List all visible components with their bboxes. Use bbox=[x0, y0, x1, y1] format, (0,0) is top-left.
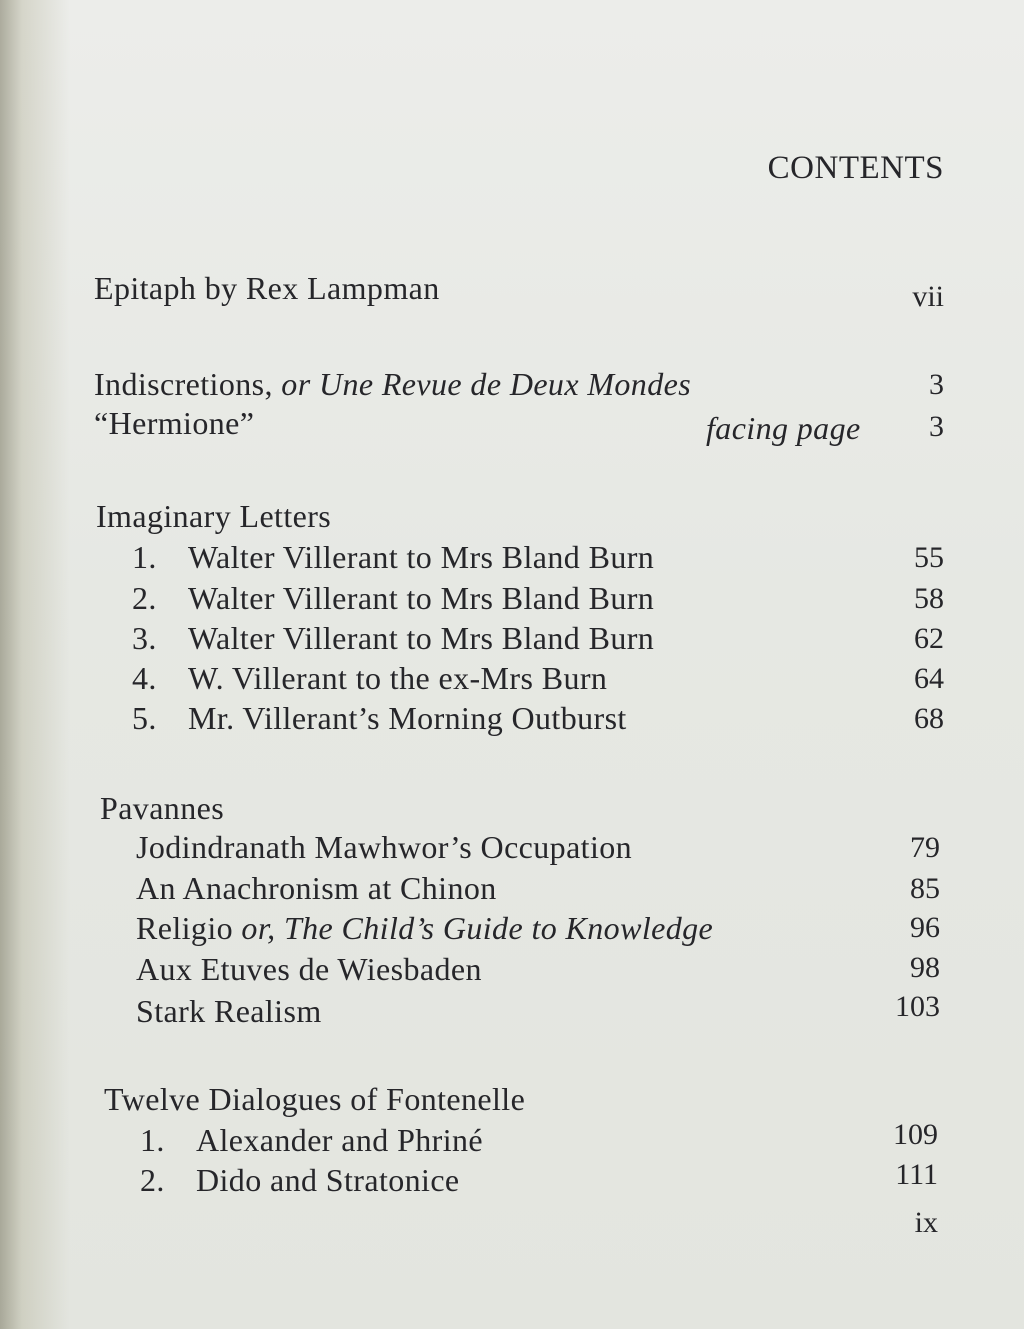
toc-entry: Stark Realism bbox=[136, 993, 322, 1029]
toc-entry: 3. Walter Villerant to Mrs Bland Burn bbox=[132, 620, 655, 656]
toc-page-epitaph: vii bbox=[912, 280, 944, 313]
toc-page: 79 bbox=[910, 831, 940, 864]
toc-page: 62 bbox=[914, 622, 944, 655]
title-plain: Indiscretions, bbox=[94, 366, 282, 402]
toc-entry: 5. Mr. Villerant’s Morning Outburst bbox=[132, 700, 627, 736]
toc-page-hermione: 3 bbox=[929, 410, 944, 443]
toc-page: 85 bbox=[910, 872, 940, 905]
toc-page: 103 bbox=[895, 990, 940, 1023]
toc-page: 55 bbox=[914, 541, 944, 574]
toc-page: 58 bbox=[914, 582, 944, 615]
section-title-pavannes: Pavannes bbox=[100, 790, 225, 826]
toc-entry-indiscretions bbox=[94, 366, 691, 403]
toc-entry: 4. W. Villerant to the ex-Mrs Burn bbox=[132, 660, 608, 696]
toc-page: 68 bbox=[914, 702, 944, 735]
toc-page-indiscretions: 3 bbox=[929, 368, 944, 401]
toc-entry: 1. Alexander and Phriné bbox=[140, 1122, 484, 1158]
toc-entry: 2. Dido and Stratonice bbox=[140, 1162, 460, 1198]
toc-entry: Jodindranath Mawhwor’s Occupation bbox=[136, 829, 633, 865]
toc-note-facing-page: facing page bbox=[706, 410, 861, 446]
toc-entry-epitaph: Epitaph by Rex Lampman bbox=[94, 270, 440, 306]
toc-entry: 1. Walter Villerant to Mrs Bland Burn bbox=[132, 539, 655, 575]
section-title-dialogues: Twelve Dialogues of Fontenelle bbox=[104, 1081, 526, 1117]
toc-page: 96 bbox=[910, 911, 940, 944]
toc-entry: Aux Etuves de Wiesbaden bbox=[136, 951, 482, 987]
toc-page: 111 bbox=[895, 1158, 938, 1191]
toc-entry: An Anachronism at Chinon bbox=[136, 870, 497, 906]
page-heading: CONTENTS bbox=[767, 150, 944, 186]
toc-page: 109 bbox=[893, 1118, 938, 1151]
toc-page: 64 bbox=[914, 662, 944, 695]
toc-page: 98 bbox=[910, 951, 940, 984]
section-title-imaginary-letters: Imaginary Letters bbox=[96, 498, 332, 534]
page-number-folio: ix bbox=[914, 1206, 938, 1239]
title-or: or bbox=[281, 366, 319, 402]
toc-entry: Religio or, The Child’s Guide to Knowledge bbox=[136, 910, 714, 946]
title-italic: Une Revue de Deux Mondes bbox=[318, 366, 692, 402]
toc-entry-hermione: “Hermione” bbox=[94, 405, 255, 441]
toc-entry: 2. Walter Villerant to Mrs Bland Burn bbox=[132, 580, 655, 616]
